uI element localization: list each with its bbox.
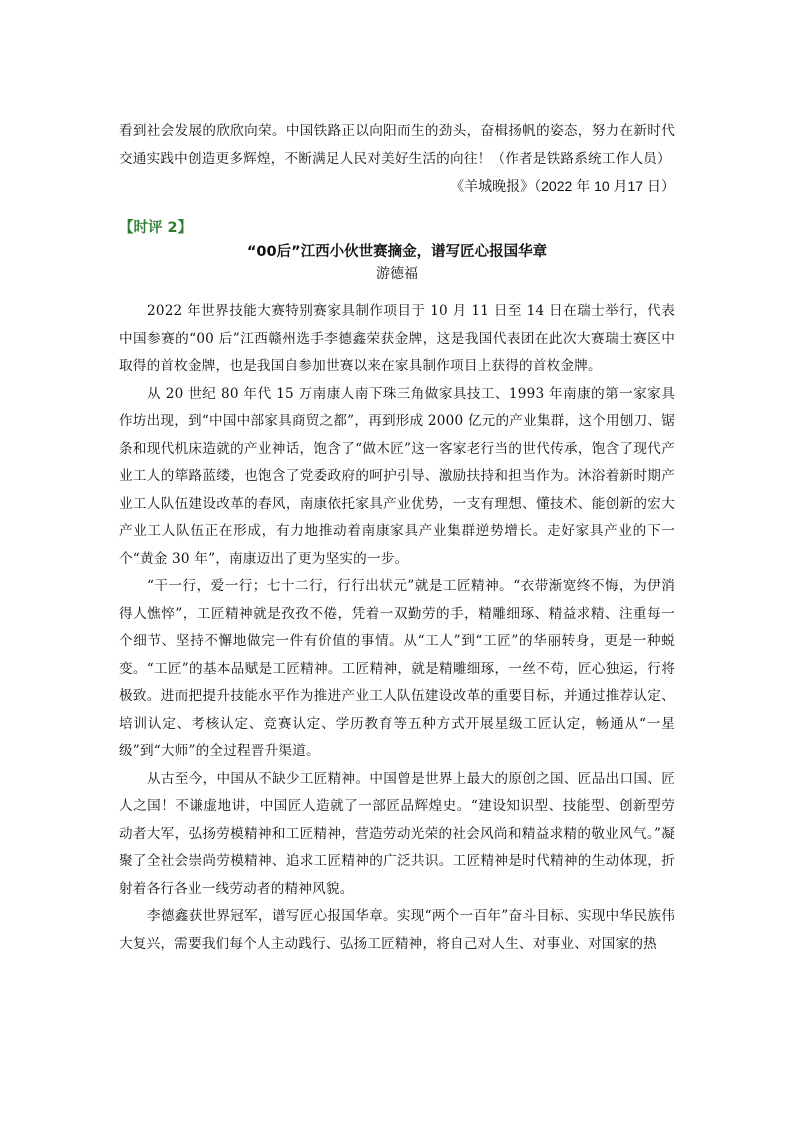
article-author: 游德福 bbox=[376, 266, 418, 282]
intro-paragraph: 看到社会发展的欣欣向荣。中国铁路正以向阳而生的劲头，奋楫扬帆的姿态，努力在新时代交通实践中创造更多辉煌，不断满足人民对美好生活的向往！（作者是铁路系统工作人员） bbox=[119, 123, 675, 167]
section-label: 【时评 2】 bbox=[119, 220, 193, 236]
body-paragraph-3: “干一行，爱一行；七十二行，行行出状元”就是工匠精神。“衣带渐宽终不悔，为伊消得人憔悴”，工匠精神就是孜孜不倦，凭着一双勤劳的手，精雕细琢、精益求精、注重每一个细节、坚持不懈地做完一件有价值的事情。从“工人”到“工匠”的华丽转身，更是一种蜕变。“工匠”的基本品赋是工匠精神。工匠精神，就是精雕细琢，一丝不苟，匠心独运，行将极致。进而把提升技能水平作为推进产业工人队伍建设改革的重要目标，并通过推荐认定、培训认定、考核认定、竞赛认定、学历教育等五种方式开展星级工匠认定，畅通从“一星级”到“大师”的全过程晋升渠道。 bbox=[119, 578, 675, 759]
body-paragraph-2: 从 20 世纪 80 年代 15 万南康人南下珠三角做家具技工、1993 年南康的第一家家具作坊出现，到“中国中部家具商贸之都”，再到形成 2000 亿元的产业集群，这个用刨刀、锯条和现代机床造就的产业神话，饱含了“做木匠”这一客家老行当的世代传承，饱含了现代产业工人的筚路蓝缕，也饱含了党委政府的呵护引导、激励扶持和担当作为。沐浴着新时期产业工人队伍建设改革的春风，南康依托家具产业优势，一支有理想、懂技术、能创新的宏大产业工人队伍正在形成，有力地推动着南康家具产业集群逆势增长。走好家具产业的下一个“黄金 30 年”，南康迈出了更为坚实的一步。 bbox=[119, 385, 675, 567]
body-paragraph-5: 李德鑫获世界冠军，谱写匠心报国华章。实现“两个一百年”奋斗目标、实现中华民族伟大复兴，需要我们每个人主动践行、弘扬工匠精神，将自己对人生、对事业、对国家的热 bbox=[119, 908, 675, 952]
page-content bbox=[119, 118, 675, 958]
article-source: 《羊城晚报》（2022 年 10 月17 日） bbox=[450, 178, 675, 194]
body-paragraph-1: 2022 年世界技能大赛特别赛家具制作项目于 10 月 11 日至 14 日在瑞士举行，代表中国参赛的“00 后”江西赣州选手李德鑫荣获金牌，这是我国代表团在此次大赛瑞士赛区中取得的首枚金牌，也是我国自参加世赛以来在家具制作项目上获得的首枚金牌。 bbox=[119, 303, 675, 374]
body-paragraph-4: 从古至今，中国从不缺少工匠精神。中国曾是世界上最大的原创之国、匠品出口国、匠人之国！不谦虚地讲，中国匠人造就了一部匠品辉煌史。“建设知识型、技能型、创新型劳动者大军，弘扬劳模精神和工匠精神，营造劳动光荣的社会风尚和精益求精的敬业风气。”凝聚了全社会崇尚劳模精神、追求工匠精神的广泛共识。工匠精神是时代精神的生动体现，折射着各行各业一线劳动者的精神风貌。 bbox=[119, 770, 675, 897]
article-title: “00后”江西小伙世赛摘金，谱写匠心报国华章 bbox=[246, 244, 548, 260]
